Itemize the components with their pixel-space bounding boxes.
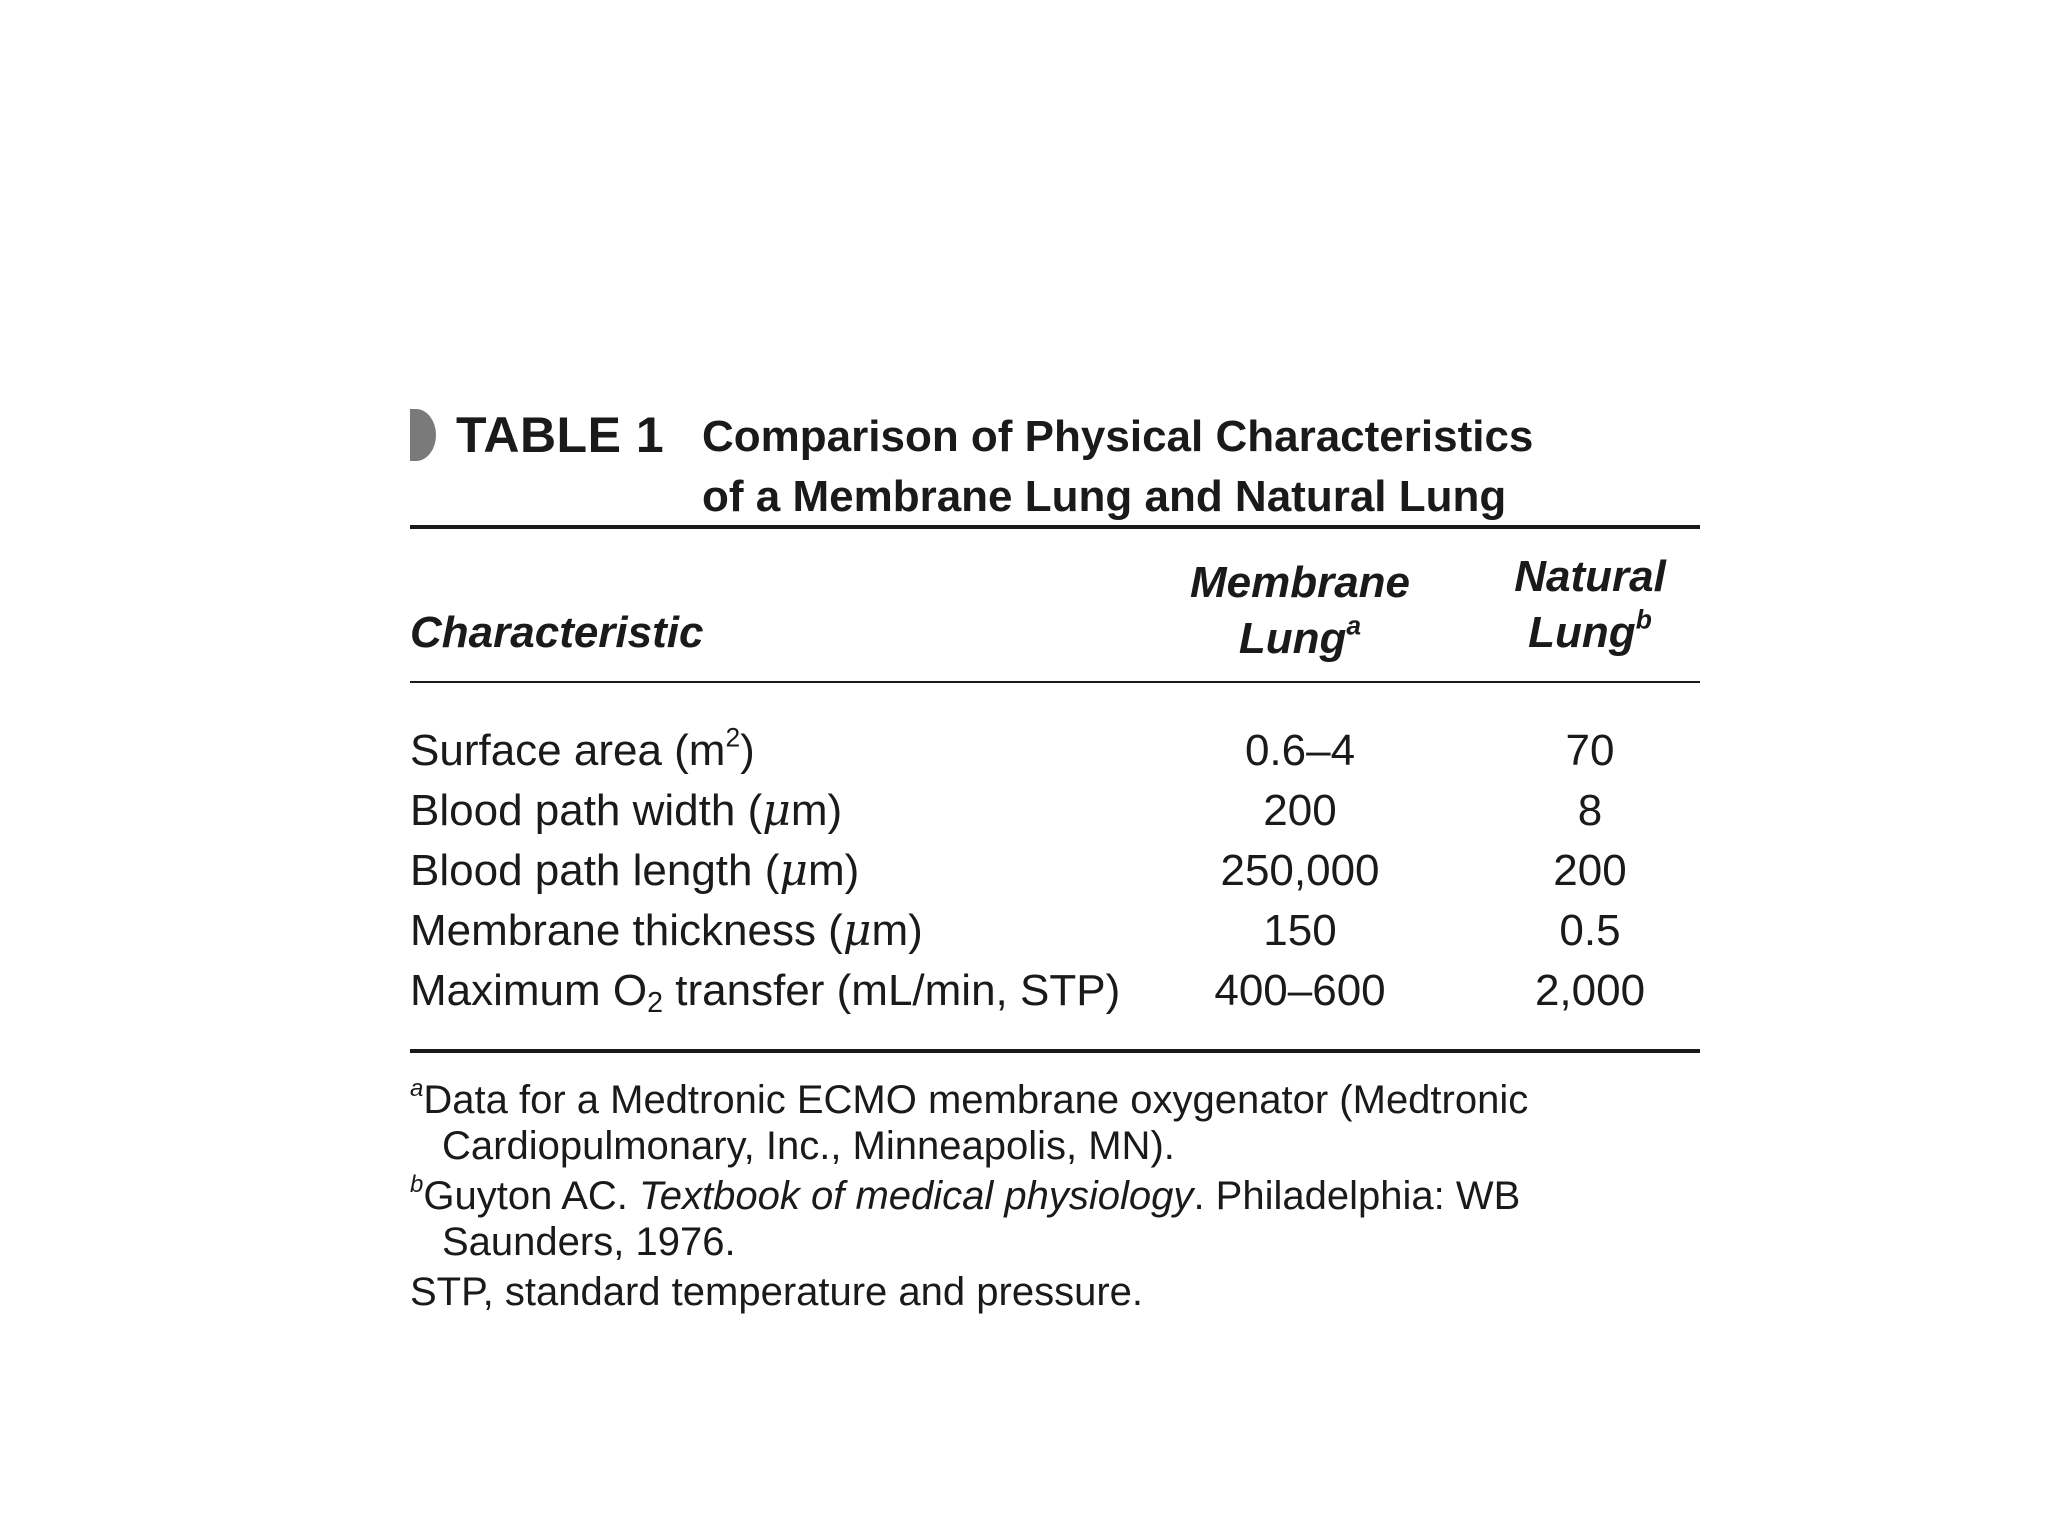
table-row <box>410 781 1700 841</box>
row-characteristic: Blood path width (μm) <box>410 785 843 836</box>
row-natural-value: 2,000 <box>1534 966 1646 1015</box>
footnote-b-line-2: Saunders, 1976. <box>442 1220 736 1264</box>
row-characteristic: Surface area $(m^2)$ <box>410 722 755 775</box>
header-membrane-line-2 <box>1150 611 1450 667</box>
footnote-a-line-1: $^a$Data for a Medtronic ECMO membrane oxygenator (Medtronic <box>410 1075 1529 1122</box>
row-natural-value: 70 <box>1565 726 1615 775</box>
row-natural-value: 200 <box>1553 846 1627 895</box>
footnote-stp: STP, standard temperature and pressure. <box>410 1270 1144 1314</box>
footnote-ref-a: a <box>1346 610 1362 641</box>
row-membrane-value: 0.6–4 <box>1244 726 1356 775</box>
footnote-b <box>410 1173 1700 1265</box>
row-membrane-value: 200 <box>1263 786 1337 835</box>
row-natural-value: 0.5 <box>1559 906 1621 955</box>
header-natural-line-2 <box>1490 605 1690 661</box>
footnote-b-mark: b <box>410 1171 424 1199</box>
footnote-a <box>410 1077 1700 1169</box>
header-membrane-line-1: Membrane <box>1189 558 1411 607</box>
table-title-line-1: Comparison of Physical Characteristics <box>702 412 1534 461</box>
header-natural-lung <box>1490 549 1690 661</box>
footnote-b-line-1: $^b$Guyton AC. Textbook of medical physiology. Philadelphia: WB <box>410 1171 1521 1218</box>
footnote-a-mark: a <box>410 1075 424 1103</box>
footnote-ref-b: b <box>1635 604 1652 635</box>
header-membrane-lung <box>1150 555 1450 667</box>
header-membrane-lung-word: Lung <box>1238 614 1347 663</box>
row-membrane-value: 150 <box>1263 906 1337 955</box>
row-membrane-value: 400–600 <box>1214 966 1386 1015</box>
half-circle-marker-icon <box>410 409 436 461</box>
table-title <box>702 407 1682 527</box>
table-footnotes <box>410 1053 1700 1315</box>
table-row <box>410 721 1700 781</box>
book-title: Textbook of medical physiology <box>639 1174 1194 1218</box>
header-natural-line-1: Natural <box>1514 552 1666 601</box>
row-characteristic: Membrane thickness (μm) <box>410 905 923 956</box>
table-row <box>410 961 1700 1021</box>
row-natural-value: 8 <box>1577 786 1603 835</box>
row-characteristic: Maximum $O_2$ transfer (mL/min, STP) <box>410 966 1121 1020</box>
table-label: TABLE 1 <box>456 407 665 463</box>
header-natural-lung-word: Lung <box>1528 608 1636 657</box>
table-header <box>410 529 1700 681</box>
table-body <box>410 683 1700 1049</box>
footnote-a-line-2: Cardiopulmonary, Inc., Minneapolis, MN). <box>442 1124 1175 1168</box>
table-caption <box>410 405 1700 525</box>
table-document <box>410 405 1700 1319</box>
header-characteristic: Characteristic <box>410 608 704 657</box>
table-title-line-2: of a Membrane Lung and Natural Lung <box>702 472 1507 521</box>
table-row <box>410 901 1700 961</box>
row-characteristic: Blood path length (μm) <box>410 845 860 896</box>
table-row <box>410 841 1700 901</box>
row-membrane-value: 250,000 <box>1220 846 1380 895</box>
